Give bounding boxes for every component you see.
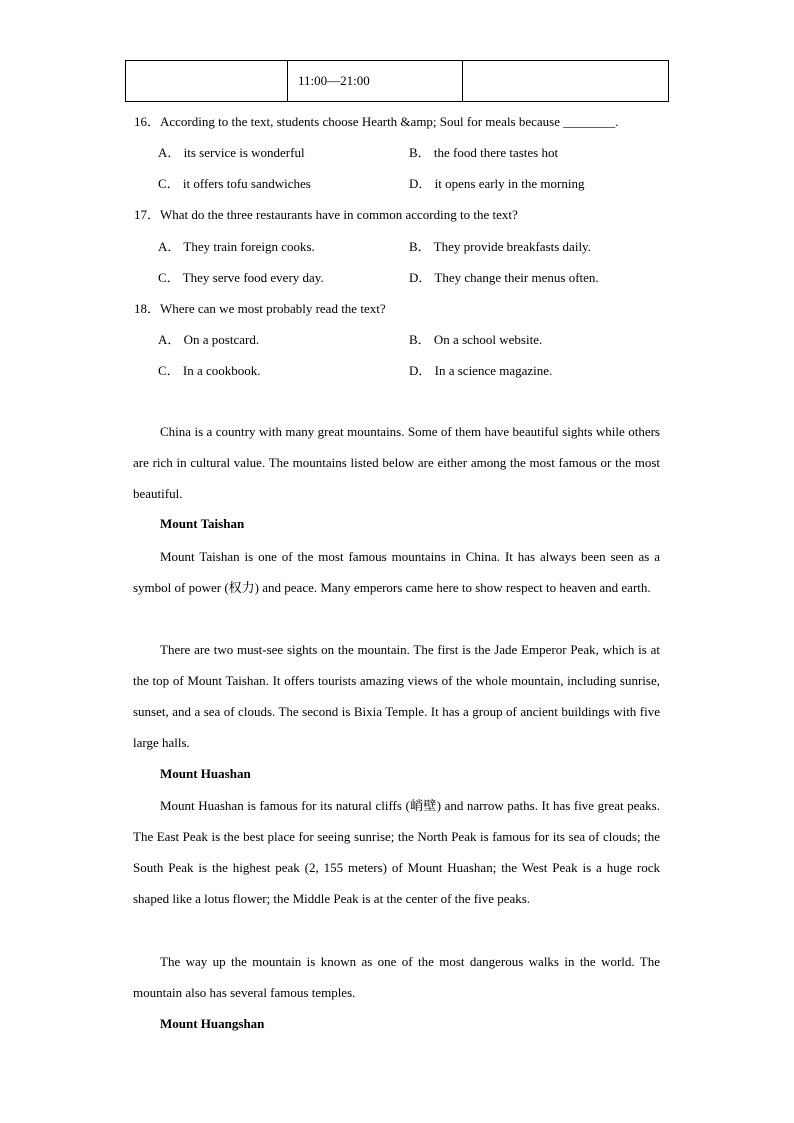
huashan-paragraph-1: Mount Huashan is famous for its natural cliffs (峭壁) and narrow paths. It has five great peaks. The East Peak is the best place for seeing sunrise; the North Peak is famous for its sea of clouds; the South Peak is the highest peak (2, 155 meters) of Mount Huashan; the West Peak is a huge rock shaped like a lotus flower; the Middle Peak is at the center of the five peaks. [133, 798, 660, 906]
section-heading-huangshan: Mount Huangshan [160, 1016, 265, 1031]
section-heading-taishan: Mount Taishan [160, 516, 245, 531]
question-18-option-a[interactable]: A． On a postcard. [158, 332, 260, 347]
table-cell [463, 61, 669, 102]
question-18-option-c[interactable]: C． In a cookbook. [158, 363, 261, 378]
question-17-option-d[interactable]: D． They change their menus often. [409, 270, 599, 285]
passage-intro: China is a country with many great mountains. Some of them have beautiful sights while others are rich in cultural value. The mountains listed below are either among the most famous or the most beautiful. [133, 424, 660, 501]
question-18-stem: 18．Where can we most probably read the text? [134, 301, 386, 316]
table-cell [126, 61, 288, 102]
question-16-option-a[interactable]: A． its service is wonderful [158, 145, 305, 160]
table-row [126, 61, 669, 102]
huashan-paragraph-2: The way up the mountain is known as one of the most dangerous walks in the world. The mountain also has several famous temples. [133, 954, 660, 1000]
question-16-option-b[interactable]: B． the food there tastes hot [409, 145, 559, 160]
taishan-paragraph-2: There are two must-see sights on the mountain. The first is the Jade Emperor Peak, which is at the top of Mount Taishan. It offers tourists amazing views of the whole mountain, including sunrise, sunset, and a sea of clouds. The second is Bixia Temple. It has a group of ancient buildings with five large halls. [133, 642, 660, 750]
question-16-option-d[interactable]: D． it opens early in the morning [409, 176, 585, 191]
question-17-stem: 17．What do the three restaurants have in common according to the text? [134, 207, 518, 222]
section-heading-huashan: Mount Huashan [160, 766, 251, 781]
schedule-table [125, 60, 669, 102]
question-18-option-b[interactable]: B． On a school website. [409, 332, 543, 347]
question-16-option-c[interactable]: C． it offers tofu sandwiches [158, 176, 311, 191]
table-cell-hours: 11:00—21:00 [288, 61, 463, 102]
question-17-option-a[interactable]: A． They train foreign cooks. [158, 239, 315, 254]
taishan-paragraph-1: Mount Taishan is one of the most famous mountains in China. It has always been seen as a symbol of power (权力) and peace. Many emperors came here to show respect to heaven and earth. [133, 549, 660, 595]
question-17-option-b[interactable]: B． They provide breakfasts daily. [409, 239, 591, 254]
question-17-option-c[interactable]: C． They serve food every day. [158, 270, 324, 285]
question-16-stem: 16．According to the text, students choose Hearth &amp; Soul for meals because ________. [134, 114, 619, 129]
question-18-option-d[interactable]: D． In a science magazine. [409, 363, 553, 378]
